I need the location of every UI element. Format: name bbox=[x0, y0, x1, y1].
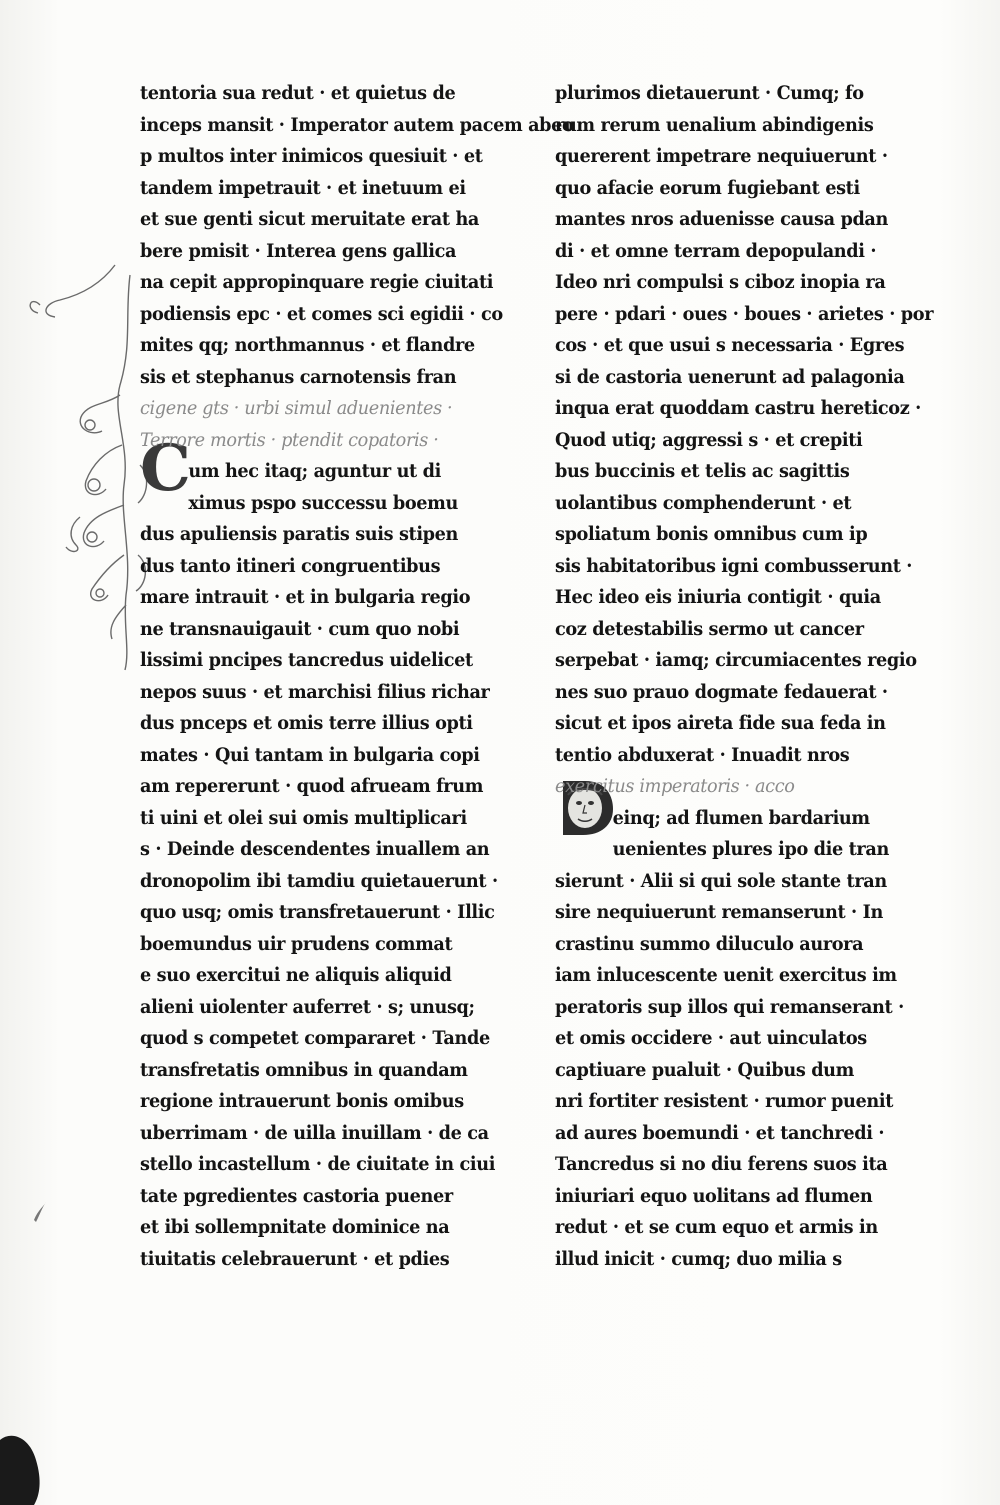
text-line: e suo exercitui ne aliquis aliquid bbox=[140, 964, 452, 986]
text-line: transfretatis omnibus in quandam bbox=[140, 1058, 468, 1081]
text-line: uberrimam · de uilla inuillam · de ca bbox=[140, 1121, 489, 1144]
text-line: na cepit appropinquare regie ciuitati bbox=[140, 271, 494, 293]
text-line: si de castoria uenerunt ad palagonia bbox=[555, 365, 905, 388]
text-line: tandem impetrauit · et inetuum ei bbox=[140, 176, 466, 199]
text-line: iniuriari equo uolitans ad flumen bbox=[555, 1184, 873, 1207]
page-corner-shadow bbox=[0, 1420, 60, 1505]
text-line: sis habitatoribus igni combusserunt · bbox=[555, 554, 913, 577]
rubric-line: Terrore mortis · ptendit copatoris · bbox=[140, 428, 439, 451]
text-line: boemundus uir prudens commat bbox=[140, 932, 453, 955]
text-line: captiuare pualuit · Quibus dum bbox=[555, 1058, 854, 1081]
text-line: crastinu summo diluculo aurora bbox=[555, 932, 864, 955]
text-line: s · Deinde descendentes inuallem an bbox=[140, 838, 490, 860]
text-line: Ideo nri compulsi s ciboz inopia ra bbox=[555, 271, 886, 293]
text-line: mare intrauit · et in bulgaria regio bbox=[140, 586, 471, 608]
text-line: p multos inter inimicos quesiuit · et bbox=[140, 145, 483, 167]
text-line: lissimi pncipes tancredus uidelicet bbox=[140, 649, 473, 671]
text-line: dus pnceps et omis terre illius opti bbox=[140, 712, 473, 734]
text-line: quo usq; omis transfretauerunt · Illic bbox=[140, 901, 495, 923]
text-line: coz detestabilis sermo ut cancer bbox=[555, 617, 864, 640]
text-line: nri fortiter resistent · rumor puenit bbox=[555, 1090, 893, 1112]
text-line: mites qq; northmannus · et flandre bbox=[140, 334, 475, 356]
text-line: nes suo prauo dogmate fedauerat · bbox=[555, 680, 888, 703]
decorated-initial-c: C bbox=[140, 431, 191, 506]
text-line: illud inicit · cumq; duo milia s bbox=[555, 1247, 842, 1270]
text-line: et sue genti sicut meruitate erat ha bbox=[140, 208, 479, 230]
text-line: sire nequiuerunt remanserunt · In bbox=[555, 901, 883, 923]
text-line: regione intrauerunt bonis omibus bbox=[140, 1090, 464, 1112]
text-line: sicut et ipos aireta fide sua feda in bbox=[555, 712, 886, 734]
text-line: ad aures boemundi · et tanchredi · bbox=[555, 1121, 885, 1144]
text-line: dus apuliensis paratis suis stipen bbox=[140, 523, 459, 545]
text-line: et omis occidere · aut uinculatos bbox=[555, 1027, 867, 1049]
text-line: bere pmisit · Interea gens gallica bbox=[140, 239, 457, 262]
right-text-column bbox=[555, 78, 945, 1275]
text-line: Hec ideo eis iniuria contigit · quia bbox=[555, 586, 881, 608]
text-line: nepos suus · et marchisi filius richar bbox=[140, 680, 490, 703]
text-line: quod s competet compararet · Tande bbox=[140, 1027, 490, 1049]
text-line: am repererunt · quod afrueam frum bbox=[140, 775, 484, 797]
text-line: Quod utiq; aggressi s · et crepiti bbox=[555, 428, 863, 451]
rubric-line: cigene gts · urbi simul aduenientes · bbox=[140, 397, 453, 419]
text-line: pere · pdari · oues · boues · arietes · por bbox=[555, 302, 934, 325]
text-line: um hec itaq; aguntur ut di bbox=[188, 460, 441, 482]
text-line: redut · et se cum equo et armis in bbox=[555, 1216, 878, 1238]
text-line: sis et stephanus carnotensis fran bbox=[140, 365, 457, 388]
text-line: dronopolim ibi tamdiu quietauerunt · bbox=[140, 869, 498, 892]
text-line: cos · et que usui s necessaria · Egres bbox=[555, 334, 905, 356]
text-line: einq; ad flumen bardarium bbox=[612, 806, 870, 829]
text-line: inqua erat quoddam castru hereticoz · bbox=[555, 397, 921, 419]
text-line: mantes nros aduenisse causa pdan bbox=[555, 208, 888, 230]
text-line: tentoria sua redut · et quietus de bbox=[140, 82, 456, 104]
ink-smudge bbox=[30, 1200, 50, 1224]
text-line: et ibi sollempnitate dominice na bbox=[140, 1216, 450, 1238]
text-line: podiensis epc · et comes sci egidii · co bbox=[140, 302, 503, 325]
text-line: sierunt · Alii si qui sole stante tran bbox=[555, 869, 887, 892]
text-line: mates · Qui tantam in bulgaria copi bbox=[140, 743, 480, 766]
text-line: alieni uiolenter auferret · s; unusq; bbox=[140, 995, 475, 1018]
text-line: uolantibus comphenderunt · et bbox=[555, 491, 852, 514]
text-line: ximus pspo successu boemu bbox=[188, 491, 458, 514]
text-line: quo afacie eorum fugiebant esti bbox=[555, 176, 860, 199]
text-line: ne transnauigauit · cum quo nobi bbox=[140, 617, 460, 640]
text-line: peratoris sup illos qui remanserant · bbox=[555, 995, 904, 1018]
text-line: tentio abduxerat · Inuadit nros bbox=[555, 743, 850, 766]
text-line: rum rerum uenalium abindigenis bbox=[555, 113, 874, 136]
text-line: Tancredus si no diu ferens suos ita bbox=[555, 1153, 888, 1175]
text-line: tate pgredientes castoria puener bbox=[140, 1184, 453, 1207]
text-line: inceps mansit · Imperator autem pacem abeo bbox=[140, 113, 574, 136]
text-line: serpebat · iamq; circumiacentes regio bbox=[555, 649, 917, 671]
left-text-column bbox=[140, 78, 574, 1275]
text-line: ti uini et olei sui omis multiplicari bbox=[140, 806, 467, 829]
text-line: iam inlucescente uenit exercitus im bbox=[555, 964, 897, 986]
text-line: di · et omne terram depopulandi · bbox=[555, 239, 877, 262]
text-line: tiuitatis celebrauerunt · et pdies bbox=[140, 1247, 450, 1270]
text-line: bus buccinis et telis ac sagittis bbox=[555, 460, 850, 482]
rubric-line: exercitus imperatoris · acco bbox=[555, 775, 795, 797]
text-line: uenientes plures ipo die tran bbox=[612, 838, 889, 860]
text-line: quererent impetrare nequiuerunt · bbox=[555, 145, 888, 167]
text-line: spoliatum bonis omnibus cum ip bbox=[555, 523, 868, 545]
text-line: stello incastellum · de ciuitate in ciui bbox=[140, 1153, 496, 1175]
text-line: dus tanto itineri congruentibus bbox=[140, 554, 441, 577]
text-line: plurimos dietauerunt · Cumq; fo bbox=[555, 82, 864, 104]
